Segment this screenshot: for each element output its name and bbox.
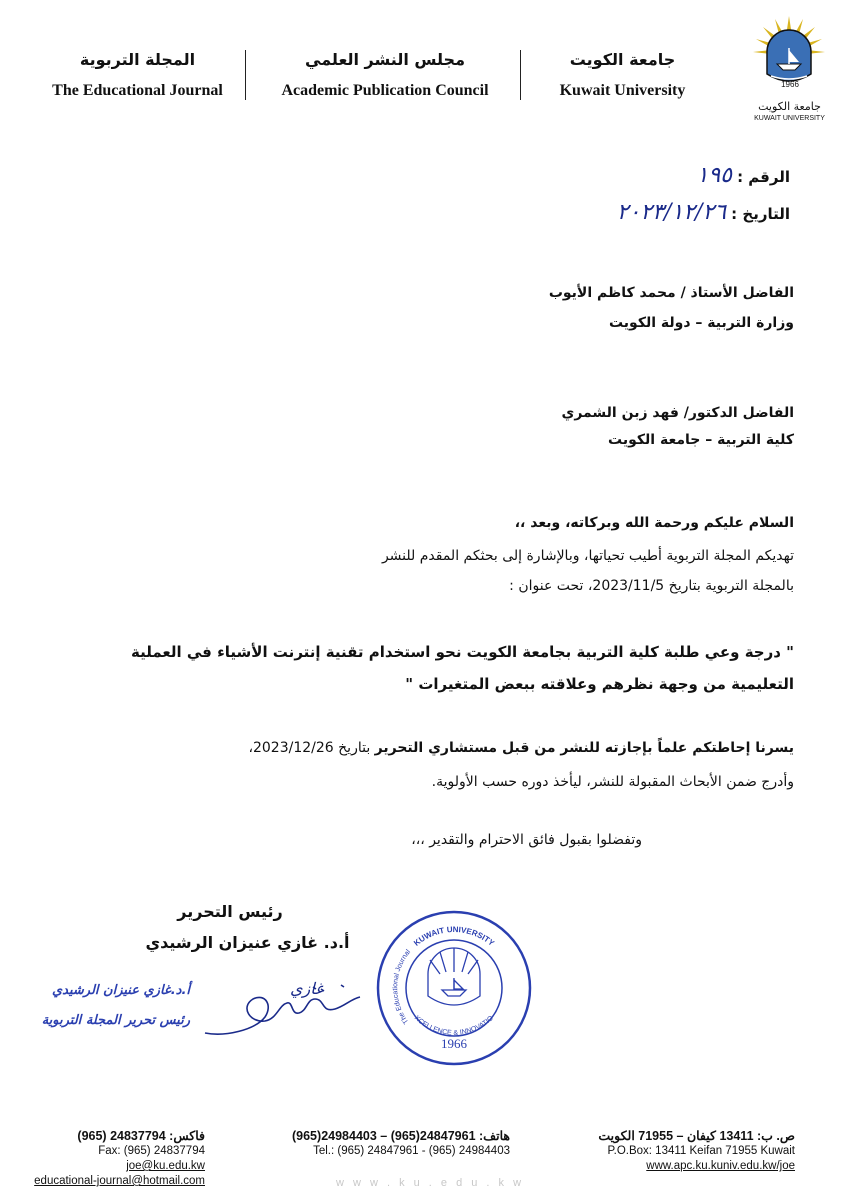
recipient-2-org: كلية التربية – جامعة الكويت bbox=[608, 432, 794, 448]
editor-stamp-line-1: أ.د.غازي عنيزان الرشيدي bbox=[51, 983, 190, 998]
recipient-1-org: وزارة التربية – دولة الكويت bbox=[608, 315, 794, 331]
body-paragraph-2-line-2: وأدرج ضمن الأبحاث المقبولة للنشر، ليأخذ دوره حسب الأولوية. bbox=[431, 774, 794, 790]
body-paragraph-1-line-1: تهديكم المجلة التربوية أطيب تحياتها، وبالإشارة إلى بحثكم المقدم للنشر bbox=[381, 548, 794, 564]
footer-watermark: w w w . k u . e d u . k w bbox=[335, 1177, 525, 1189]
research-title-line-1: " درجة وعي طلبة كلية التربية بجامعة الكويت نحو استخدام تقنية إنترنت الأشياء في العملية bbox=[131, 643, 794, 661]
letter-date bbox=[500, 200, 790, 225]
number-value: ١٩٥ bbox=[696, 163, 732, 188]
acceptance-notice: يسرنا إحاطتكم علماً بإجازته للنشر من قبل مستشاري التحرير bbox=[374, 740, 794, 756]
seal-bottom-text: XCELLENCE & INNOVATIO bbox=[412, 1014, 495, 1037]
svg-text:KUWAIT UNIVERSITY bbox=[412, 925, 496, 948]
fax-ar: فاكس: 24837794 (965) bbox=[77, 1129, 205, 1143]
address-ar: ص. ب: 13411 كيفان – 71955 الكويت bbox=[598, 1129, 795, 1143]
reference-number bbox=[520, 163, 790, 188]
journal-seal bbox=[374, 908, 534, 1068]
email-link-1[interactable]: joe@ku.edu.kw bbox=[126, 1160, 205, 1172]
kuwait-university-logo bbox=[752, 14, 827, 124]
greeting: السلام عليكم ورحمة الله وبركاته، وبعد ،، bbox=[514, 515, 794, 531]
header-divider-1 bbox=[520, 50, 521, 100]
date-value: ٢٠٢٣/١٢/٢٦ bbox=[616, 200, 727, 225]
seal-top-text: KUWAIT UNIVERSITY bbox=[412, 924, 496, 948]
seal-year: 1966 bbox=[441, 1036, 467, 1051]
footer-contact-block bbox=[15, 1129, 205, 1189]
phone-ar: هاتف: 24847961(965) – 24984403(965) bbox=[291, 1129, 510, 1143]
university-name-en: Kuwait University bbox=[559, 82, 686, 99]
recipient-2-name: الفاضل الدكتور/ فهد زبن الشمري bbox=[561, 405, 794, 421]
council-name-en: Academic Publication Council bbox=[281, 82, 489, 99]
closing-line: وتفضلوا بقبول فائق الاحترام والتقدير ،،، bbox=[411, 832, 642, 848]
phone-en: Tel.: (965) 24847961 - (965) 24984403 bbox=[313, 1145, 510, 1157]
university-name-ar: جامعة الكويت bbox=[569, 50, 676, 69]
logo-name-ar: جامعة الكويت bbox=[758, 100, 821, 113]
svg-text:EXCELLENCE & INNOVATION bbox=[374, 908, 495, 1037]
body-paragraph-1-line-2: بالمجلة التربوية بتاريخ 2023/11/5، تحت عنوان : bbox=[509, 578, 794, 594]
email-link-2[interactable]: educational-journal@hotmail.com bbox=[34, 1175, 205, 1187]
seal-left-text: The Educational Journal bbox=[392, 948, 413, 1025]
number-label: الرقم : bbox=[737, 168, 790, 186]
council-name-ar: مجلس النشر العلمي bbox=[305, 50, 465, 69]
logo-year: 1966 bbox=[781, 80, 799, 89]
editor-stamp-line-2: رئيس تحرير المجلة التربوية bbox=[41, 1013, 190, 1028]
body-paragraph-2-line-1 bbox=[248, 738, 794, 759]
address-en: P.O.Box: 13411 Keifan 71955 Kuwait bbox=[607, 1145, 795, 1157]
research-title-line-2: التعليمية من وجهة نظرهم وعلاقته ببعض المتغيرات " bbox=[405, 675, 794, 693]
editor-name: أ.د. غازي عنيزان الرشيدي bbox=[145, 933, 350, 952]
fax-en: Fax: (965) 24837794 bbox=[98, 1145, 205, 1157]
recipient-1-name: الفاضل الأستاذ / محمد كاظم الأيوب bbox=[548, 285, 794, 301]
handwritten-signature bbox=[195, 975, 370, 1045]
svg-text:The Educational Journal bbox=[392, 948, 412, 1025]
journal-name-en: The Educational Journal bbox=[52, 82, 223, 99]
seal-icon bbox=[374, 908, 534, 1068]
acceptance-date: بتاريخ 2023/12/26، bbox=[248, 740, 375, 756]
footer-address-block bbox=[575, 1129, 795, 1174]
date-label: التاريخ : bbox=[731, 205, 790, 223]
editor-role: رئيس التحرير bbox=[177, 902, 283, 921]
letterhead bbox=[0, 0, 842, 135]
journal-name-ar: المجلة التربوية bbox=[79, 50, 196, 69]
signature-scribble-icon bbox=[195, 975, 370, 1045]
footer-phone-block bbox=[255, 1129, 510, 1159]
logo-name-en: KUWAIT UNIVERSITY bbox=[754, 115, 825, 122]
website-link[interactable]: www.apc.ku.kuniv.edu.kw/joe bbox=[646, 1160, 795, 1172]
handwritten-name: غازي bbox=[290, 979, 324, 998]
footer bbox=[0, 1125, 842, 1200]
header-divider-2 bbox=[245, 50, 246, 100]
